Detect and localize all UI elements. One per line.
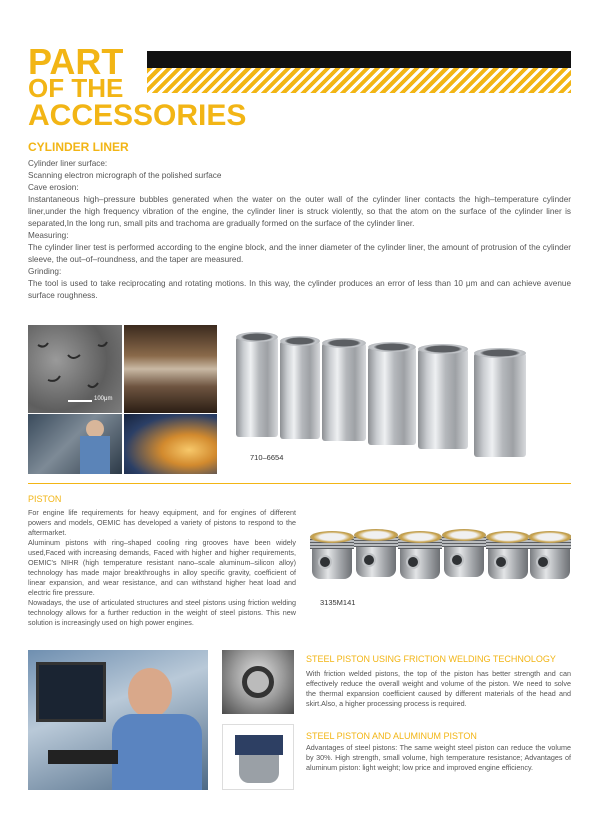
steel-aluminum-text: Advantages of steel pistons: The same weight steel piston can reduce the volume by 30%. High strength, small volume, high temperature resistance; Advantages of aluminum piston: light weight; low price and improved engine efficiency.	[306, 743, 571, 772]
paragraph: For engine life requirements for heavy equipment, and for engines of different powers and models, OEMIC has developed a variety of pistons to respond to the aftermarket.	[28, 508, 296, 537]
pistons-photo	[310, 525, 571, 591]
paragraph: Nowadays, the use of articulated structures and steel pistons using friction welding technology allows for a further reduction in the weight of steel pistons. This new solution is increasingly used on high power engines.	[28, 598, 296, 627]
paragraph: Instantaneous high–pressure bubbles generated when the water on the outer wall of the cylinder liner contacts the high–temperature cylinder liner,under the high frequency vibration of the engine, the cylinder liner is struck violently, so that the atom on the surface of the cylinder liner is separated,In the long run, small pits and trachoma are gradually formed on the surface of the cylinder liner.	[28, 195, 571, 228]
engineer-photo	[28, 650, 208, 790]
steel-aluminum-piston-diagram	[222, 724, 294, 790]
cylinder-liner-image	[368, 347, 416, 445]
cylinder-liners-photo	[228, 325, 571, 473]
cylinder-liner-product-code: 710–6654	[250, 453, 284, 462]
piston-image	[354, 529, 398, 583]
friction-welding-heading: STEEL PISTON USING FRICTION WELDING TECHNOLOGY	[306, 654, 556, 664]
cylinder-liner-image	[236, 337, 278, 437]
piston-image	[442, 529, 486, 583]
piston-product-code: 3135M141	[320, 598, 356, 607]
piston-image	[398, 531, 442, 585]
paragraph: The tool is used to take reciprocating and rotating motions. In this way, the cylinder produces an error of less than 10 μm and can achieve avenue surface roughness.	[28, 279, 571, 300]
paragraph: Measuring:	[28, 231, 69, 240]
paragraph: The cylinder liner test is performed according to the engine block, and the inner diameter of the cylinder liner, the amount of protrusion of the cylinder sleeve, the out–of–roundness, and the taper are measured.	[28, 243, 571, 264]
title-line-3: ACCESSORIES	[28, 99, 247, 132]
cylinder-liner-image	[280, 341, 320, 439]
paragraph: Cave erosion:	[28, 183, 79, 192]
friction-welding-text: With friction welded pistons, the top of the piston has better strength and can effectively reduce the overall weight and volume of the piston. We need to solve the thermal expansion coefficient caused by different materials of the head and skirt.Also, a higher processing process is required.	[306, 669, 571, 708]
piston-image	[310, 531, 354, 585]
piston-image	[528, 531, 571, 585]
paragraph: Grinding:	[28, 267, 62, 276]
piston-skirt-diagram	[239, 755, 279, 783]
piston-heading: PISTON	[28, 494, 62, 504]
cylinder-bore-photo	[124, 325, 217, 413]
title-line-2: OF THE	[28, 73, 124, 103]
paragraph: Cylinder liner surface:	[28, 159, 108, 168]
micrograph-scale-label: 100μm	[94, 396, 113, 402]
engineer-head	[128, 668, 172, 718]
cylinder-liner-heading: CYLINDER LINER	[28, 140, 129, 154]
piston-section-ring	[242, 666, 274, 698]
friction-welded-piston-image	[222, 650, 294, 714]
cylinder-liner-text	[28, 158, 571, 302]
technician-body	[80, 436, 110, 474]
keyboard-image	[48, 750, 118, 764]
header-band-stripes	[147, 68, 571, 93]
steel-aluminum-heading: STEEL PISTON AND ALUMINUM PISTON	[306, 731, 477, 741]
paragraph: Aluminum pistons with ring–shaped cooling ring grooves have been widely used,Faced with increasing demands, Faced with higher and higher requirements, OEMIC's NIHR (high temperature resistant nano–scale aluminum–silicon alloy) technology has made major breakthroughs in alloy specific gravity, coefficient of linear expansion, and wear resistance, and can withstand higher heat load and electric fire pressure.	[28, 538, 296, 597]
cylinder-liner-image	[474, 353, 526, 457]
header-band-black	[147, 51, 571, 68]
grinding-photo	[124, 414, 217, 474]
title-line-1: PART	[28, 41, 124, 82]
piston-head-diagram	[235, 735, 283, 755]
piston-text	[28, 508, 296, 628]
micrograph-photo	[28, 325, 122, 413]
paragraph: Scanning electron micrograph of the polished surface	[28, 171, 222, 180]
monitor-image	[36, 662, 106, 722]
measuring-photo	[28, 414, 122, 474]
cylinder-liner-image	[418, 349, 468, 449]
section-divider	[28, 483, 571, 484]
engineer-shirt	[112, 714, 202, 790]
piston-image	[486, 531, 530, 585]
cylinder-liner-image	[322, 343, 366, 441]
